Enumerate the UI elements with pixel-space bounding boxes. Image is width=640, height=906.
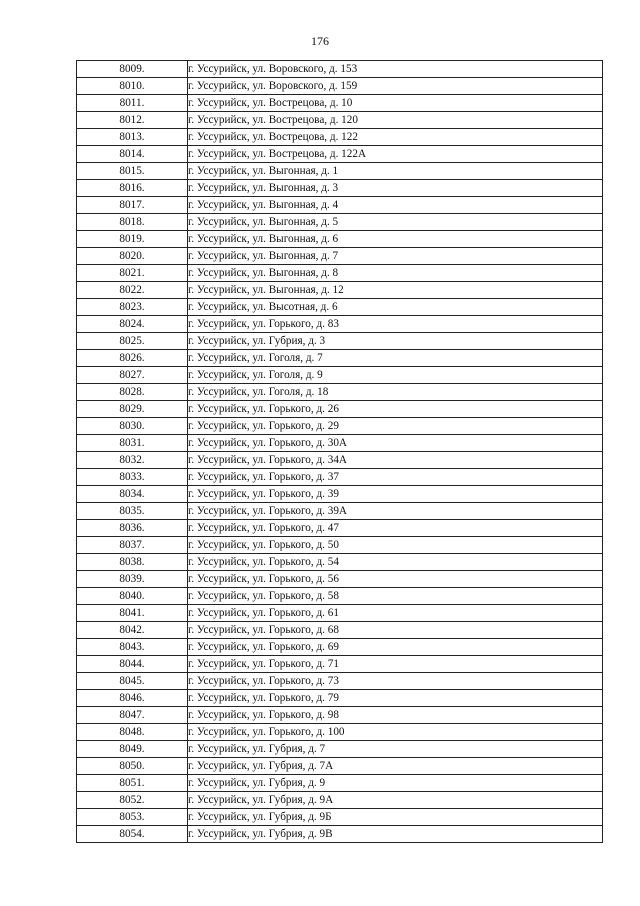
address-cell: г. Уссурийск, ул. Выгонная, д. 1	[188, 163, 603, 180]
address-cell: г. Уссурийск, ул. Горького, д. 29	[188, 418, 603, 435]
row-number-cell: 8028.	[77, 384, 188, 401]
address-cell: г. Уссурийск, ул. Горького, д. 58	[188, 588, 603, 605]
row-number-cell: 8049.	[77, 741, 188, 758]
table-row	[77, 61, 603, 78]
table-row	[77, 707, 603, 724]
address-cell: г. Уссурийск, ул. Горького, д. 61	[188, 605, 603, 622]
address-cell: г. Уссурийск, ул. Вострецова, д. 120	[188, 112, 603, 129]
address-cell: г. Уссурийск, ул. Губрия, д. 3	[188, 333, 603, 350]
table-row	[77, 333, 603, 350]
address-table-body	[77, 61, 603, 843]
row-number-cell: 8038.	[77, 554, 188, 571]
address-cell: г. Уссурийск, ул. Губрия, д. 9А	[188, 792, 603, 809]
address-cell: г. Уссурийск, ул. Горького, д. 37	[188, 469, 603, 486]
address-cell: г. Уссурийск, ул. Горького, д. 56	[188, 571, 603, 588]
address-cell: г. Уссурийск, ул. Губрия, д. 9	[188, 775, 603, 792]
table-row	[77, 656, 603, 673]
table-row	[77, 673, 603, 690]
table-row	[77, 469, 603, 486]
table-row	[77, 571, 603, 588]
address-cell: г. Уссурийск, ул. Гоголя, д. 9	[188, 367, 603, 384]
table-row	[77, 197, 603, 214]
address-cell: г. Уссурийск, ул. Воровского, д. 159	[188, 78, 603, 95]
table-row	[77, 248, 603, 265]
row-number-cell: 8052.	[77, 792, 188, 809]
row-number-cell: 8044.	[77, 656, 188, 673]
row-number-cell: 8015.	[77, 163, 188, 180]
row-number-cell: 8034.	[77, 486, 188, 503]
table-row	[77, 435, 603, 452]
row-number-cell: 8032.	[77, 452, 188, 469]
table-row	[77, 724, 603, 741]
address-cell: г. Уссурийск, ул. Горького, д. 68	[188, 622, 603, 639]
address-cell: г. Уссурийск, ул. Выгонная, д. 5	[188, 214, 603, 231]
address-cell: г. Уссурийск, ул. Горького, д. 54	[188, 554, 603, 571]
row-number-cell: 8050.	[77, 758, 188, 775]
row-number-cell: 8040.	[77, 588, 188, 605]
address-cell: г. Уссурийск, ул. Гоголя, д. 18	[188, 384, 603, 401]
table-row	[77, 758, 603, 775]
row-number-cell: 8023.	[77, 299, 188, 316]
row-number-cell: 8051.	[77, 775, 188, 792]
page-number: 176	[311, 34, 329, 48]
row-number-cell: 8029.	[77, 401, 188, 418]
row-number-cell: 8036.	[77, 520, 188, 537]
table-row	[77, 299, 603, 316]
table-row	[77, 384, 603, 401]
row-number-cell: 8045.	[77, 673, 188, 690]
row-number-cell: 8010.	[77, 78, 188, 95]
address-cell: г. Уссурийск, ул. Воровского, д. 153	[188, 61, 603, 78]
address-cell: г. Уссурийск, ул. Высотная, д. 6	[188, 299, 603, 316]
address-cell: г. Уссурийск, ул. Горького, д. 30А	[188, 435, 603, 452]
row-number-cell: 8037.	[77, 537, 188, 554]
row-number-cell: 8022.	[77, 282, 188, 299]
table-row	[77, 265, 603, 282]
address-cell: г. Уссурийск, ул. Горького, д. 39	[188, 486, 603, 503]
row-number-cell: 8053.	[77, 809, 188, 826]
table-row	[77, 452, 603, 469]
table-row	[77, 78, 603, 95]
address-cell: г. Уссурийск, ул. Горького, д. 73	[188, 673, 603, 690]
table-row	[77, 95, 603, 112]
address-cell: г. Уссурийск, ул. Горького, д. 34А	[188, 452, 603, 469]
address-cell: г. Уссурийск, ул. Горького, д. 79	[188, 690, 603, 707]
address-cell: г. Уссурийск, ул. Горького, д. 47	[188, 520, 603, 537]
address-cell: г. Уссурийск, ул. Вострецова, д. 122А	[188, 146, 603, 163]
row-number-cell: 8054.	[77, 826, 188, 843]
address-cell: г. Уссурийск, ул. Выгонная, д. 6	[188, 231, 603, 248]
row-number-cell: 8011.	[77, 95, 188, 112]
row-number-cell: 8026.	[77, 350, 188, 367]
address-cell: г. Уссурийск, ул. Горького, д. 69	[188, 639, 603, 656]
row-number-cell: 8024.	[77, 316, 188, 333]
row-number-cell: 8042.	[77, 622, 188, 639]
address-cell: г. Уссурийск, ул. Губрия, д. 9Б	[188, 809, 603, 826]
row-number-cell: 8033.	[77, 469, 188, 486]
row-number-cell: 8020.	[77, 248, 188, 265]
row-number-cell: 8041.	[77, 605, 188, 622]
address-cell: г. Уссурийск, ул. Выгонная, д. 4	[188, 197, 603, 214]
table-row	[77, 486, 603, 503]
row-number-cell: 8012.	[77, 112, 188, 129]
table-row	[77, 690, 603, 707]
address-cell: г. Уссурийск, ул. Горького, д. 26	[188, 401, 603, 418]
table-row	[77, 129, 603, 146]
table-row	[77, 367, 603, 384]
row-number-cell: 8014.	[77, 146, 188, 163]
table-row	[77, 605, 603, 622]
row-number-cell: 8013.	[77, 129, 188, 146]
row-number-cell: 8021.	[77, 265, 188, 282]
table-row	[77, 350, 603, 367]
address-cell: г. Уссурийск, ул. Выгонная, д. 7	[188, 248, 603, 265]
table-row	[77, 741, 603, 758]
table-row	[77, 520, 603, 537]
row-number-cell: 8043.	[77, 639, 188, 656]
row-number-cell: 8009.	[77, 61, 188, 78]
address-cell: г. Уссурийск, ул. Губрия, д. 7	[188, 741, 603, 758]
row-number-cell: 8031.	[77, 435, 188, 452]
address-cell: г. Уссурийск, ул. Губрия, д. 7А	[188, 758, 603, 775]
table-row	[77, 316, 603, 333]
address-cell: г. Уссурийск, ул. Горького, д. 50	[188, 537, 603, 554]
address-cell: г. Уссурийск, ул. Выгонная, д. 12	[188, 282, 603, 299]
address-cell: г. Уссурийск, ул. Губрия, д. 9В	[188, 826, 603, 843]
table-row	[77, 401, 603, 418]
table-row	[77, 826, 603, 843]
address-cell: г. Уссурийск, ул. Выгонная, д. 3	[188, 180, 603, 197]
row-number-cell: 8018.	[77, 214, 188, 231]
address-cell: г. Уссурийск, ул. Горького, д. 98	[188, 707, 603, 724]
table-row	[77, 231, 603, 248]
row-number-cell: 8027.	[77, 367, 188, 384]
row-number-cell: 8047.	[77, 707, 188, 724]
row-number-cell: 8030.	[77, 418, 188, 435]
row-number-cell: 8048.	[77, 724, 188, 741]
table-row	[77, 792, 603, 809]
table-row	[77, 588, 603, 605]
table-row	[77, 809, 603, 826]
address-table	[76, 60, 603, 843]
table-row	[77, 622, 603, 639]
table-row	[77, 282, 603, 299]
address-cell: г. Уссурийск, ул. Горького, д. 83	[188, 316, 603, 333]
address-cell: г. Уссурийск, ул. Горького, д. 39А	[188, 503, 603, 520]
table-row	[77, 554, 603, 571]
table-row	[77, 639, 603, 656]
row-number-cell: 8025.	[77, 333, 188, 350]
address-cell: г. Уссурийск, ул. Горького, д. 71	[188, 656, 603, 673]
address-cell: г. Уссурийск, ул. Гоголя, д. 7	[188, 350, 603, 367]
table-row	[77, 503, 603, 520]
table-row	[77, 537, 603, 554]
row-number-cell: 8039.	[77, 571, 188, 588]
address-cell: г. Уссурийск, ул. Вострецова, д. 122	[188, 129, 603, 146]
table-row	[77, 180, 603, 197]
row-number-cell: 8019.	[77, 231, 188, 248]
table-row	[77, 418, 603, 435]
address-cell: г. Уссурийск, ул. Выгонная, д. 8	[188, 265, 603, 282]
table-row	[77, 112, 603, 129]
table-row	[77, 163, 603, 180]
row-number-cell: 8046.	[77, 690, 188, 707]
row-number-cell: 8017.	[77, 197, 188, 214]
table-row	[77, 775, 603, 792]
row-number-cell: 8035.	[77, 503, 188, 520]
address-cell: г. Уссурийск, ул. Вострецова, д. 10	[188, 95, 603, 112]
table-row	[77, 146, 603, 163]
address-cell: г. Уссурийск, ул. Горького, д. 100	[188, 724, 603, 741]
table-row	[77, 214, 603, 231]
row-number-cell: 8016.	[77, 180, 188, 197]
